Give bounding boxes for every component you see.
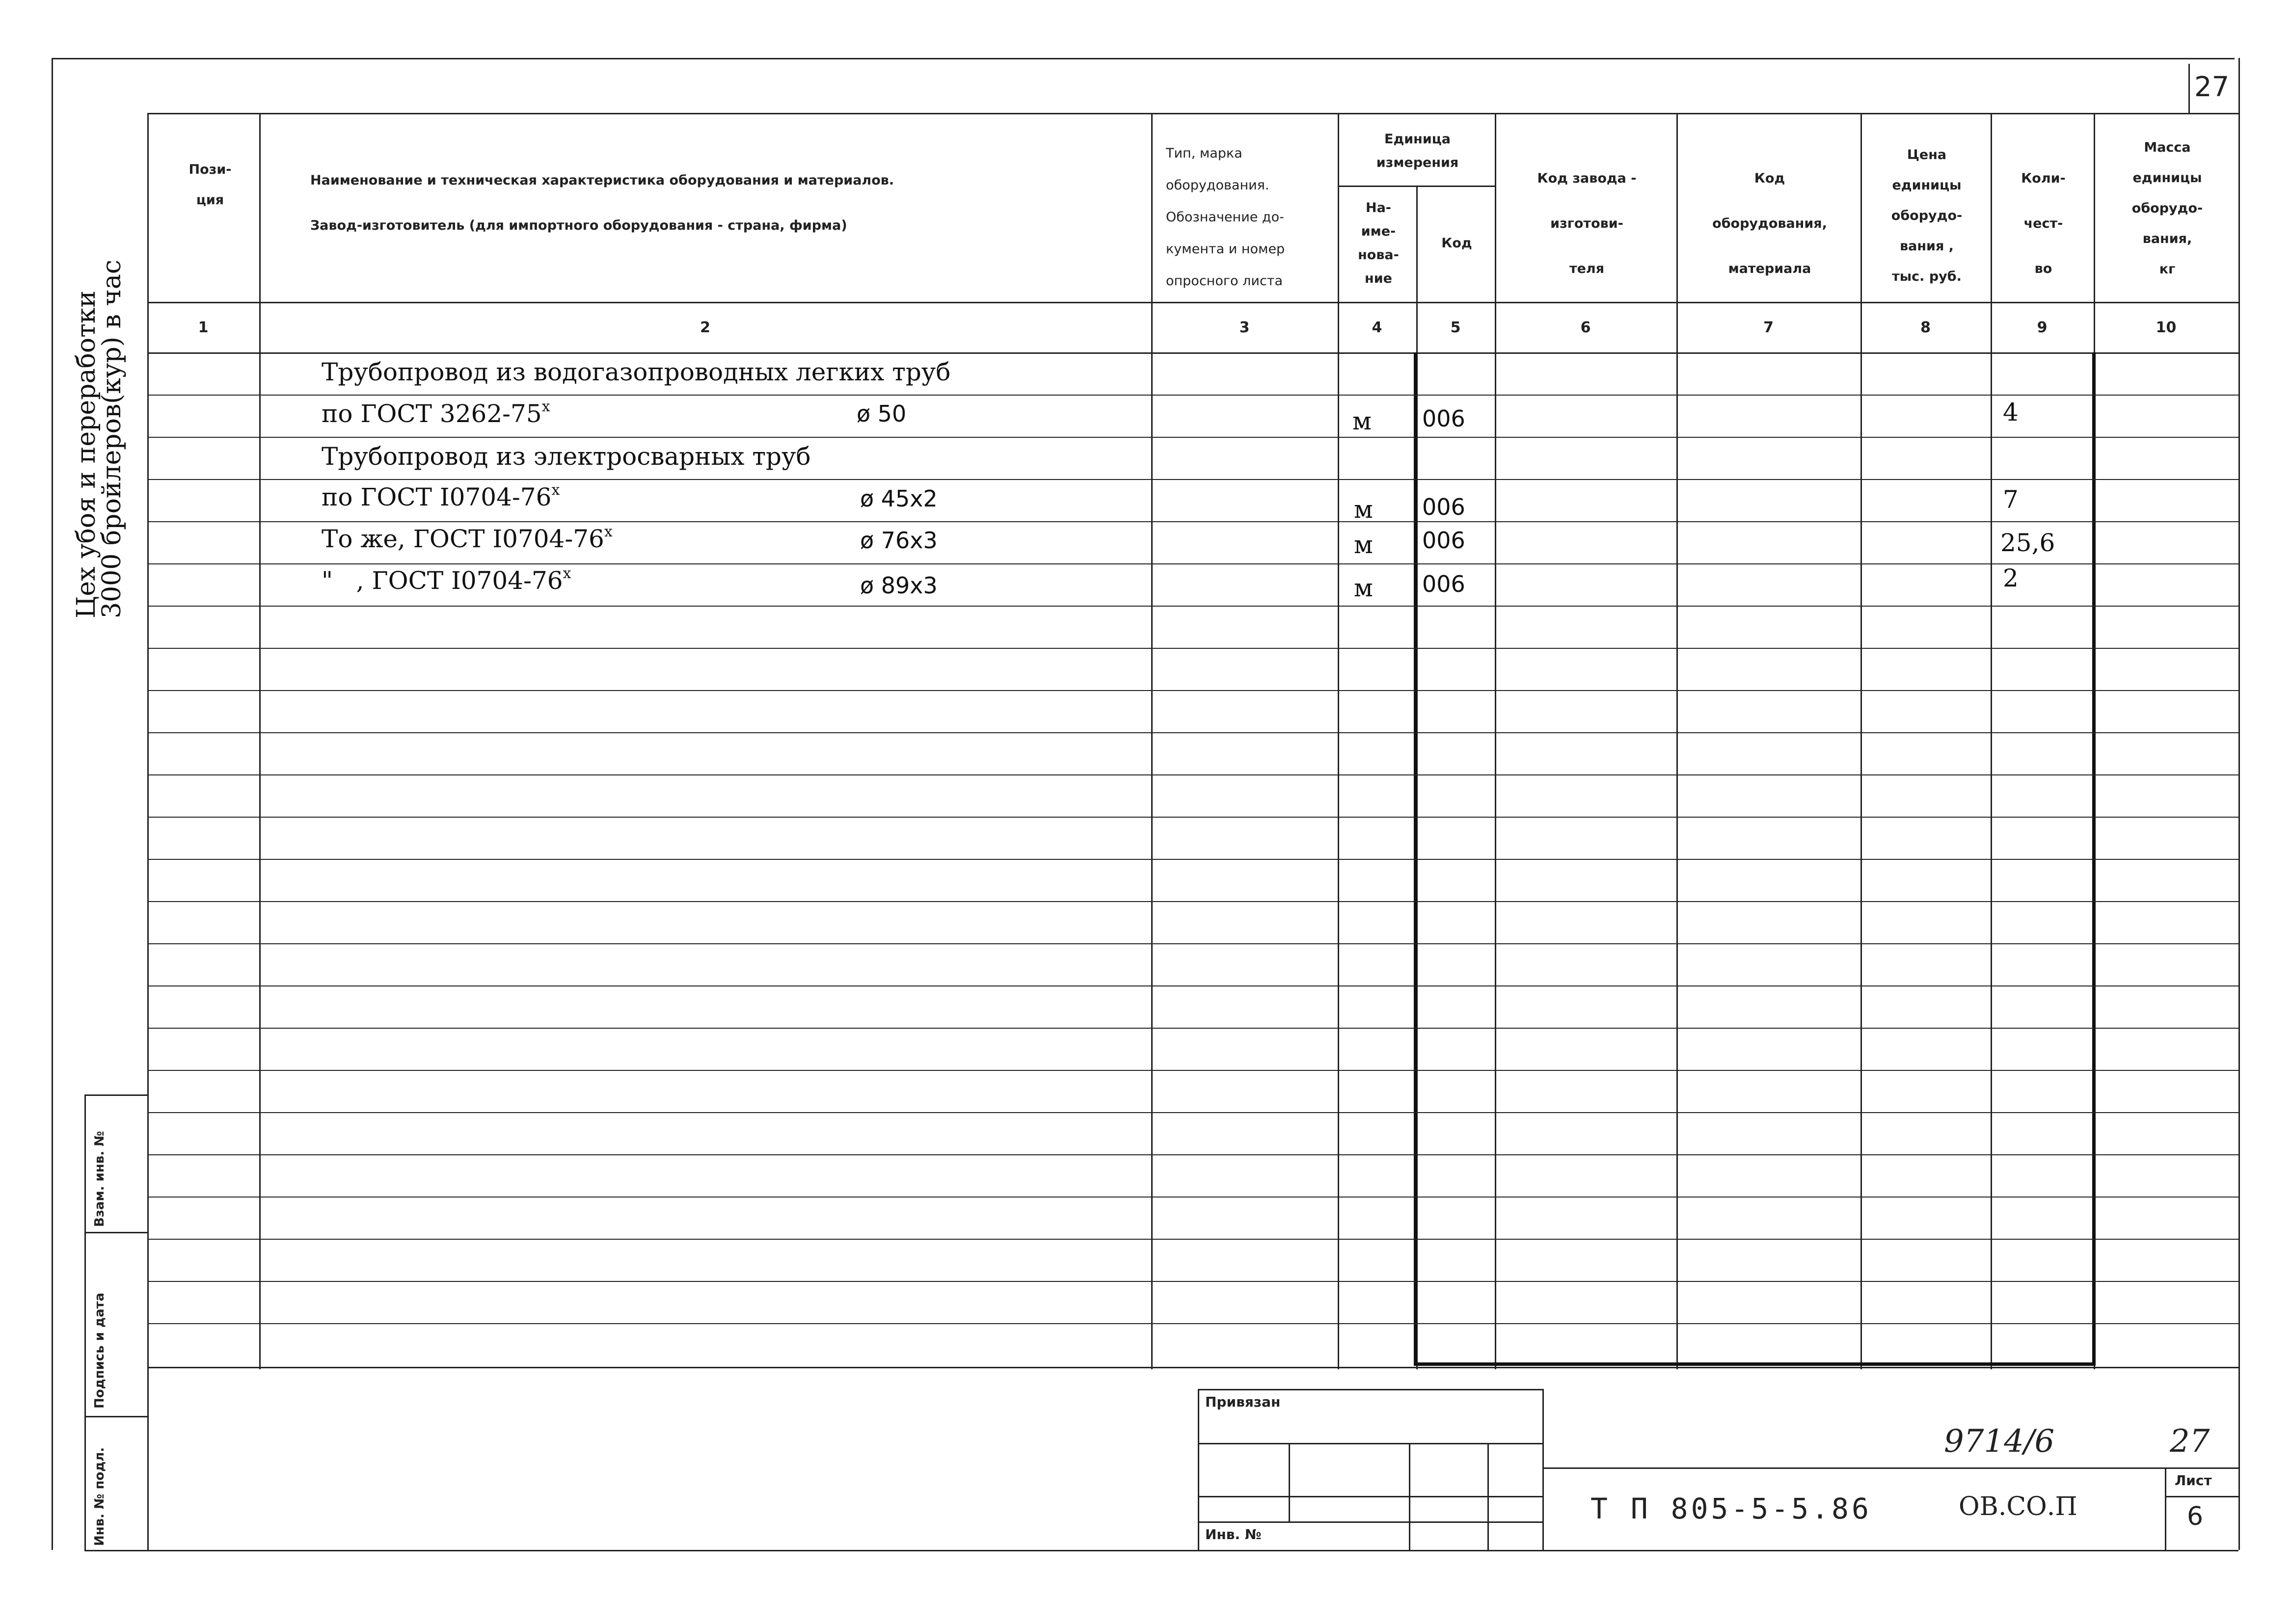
document-code: Т П 805-5-5.86	[1590, 1492, 1872, 1525]
list-label: Лист	[2175, 1472, 2212, 1489]
quantity: 2	[2003, 564, 2019, 592]
row-rule	[147, 817, 2238, 818]
unit-code: 006	[1422, 527, 1465, 554]
column-number: 5	[1450, 319, 1461, 336]
row-rule	[147, 943, 2238, 944]
header-col3: Тип, марка оборудования. Обозначение до- кумента и номер опросного листа	[1166, 146, 1285, 289]
unit-code: 006	[1422, 405, 1465, 432]
column-number: 3	[1239, 319, 1250, 336]
archive-page: 27	[2170, 1423, 2210, 1460]
quantity: 7	[2003, 485, 2019, 514]
header-col4: На- име- нова- ние	[1358, 200, 1399, 286]
header-col1: Пози- ция	[189, 162, 232, 208]
header-col10: Масса единицы оборудо- вания, кг	[2131, 140, 2203, 277]
row-rule	[147, 901, 2238, 902]
sheet-code: ОВ.СО.П	[1959, 1492, 2077, 1521]
row-rule	[147, 1028, 2238, 1029]
row-rule	[147, 774, 2238, 775]
unit-name: м	[1354, 531, 1373, 559]
header-col8: Цена единицы оборудо- вания , тыс. руб.	[1891, 147, 1963, 284]
column-number: 10	[2156, 319, 2177, 336]
column-number: 9	[2037, 319, 2048, 336]
item-name: Трубопровод из электросварных труб	[322, 442, 811, 471]
frame-right	[2238, 58, 2240, 1550]
header-unit-group: Единица измерения	[1376, 132, 1459, 170]
item-name: по ГОСТ $3262-75^х$	[322, 398, 550, 428]
item-name: Трубопровод из водогазопроводных легких труб	[322, 358, 951, 386]
stamp-privyazan: Привязан	[1205, 1394, 1281, 1410]
item-name: " , ГОСТ $I0704-76^х$	[322, 565, 571, 595]
stamp-inv-podl: Инв. № подл.	[92, 1447, 107, 1546]
row-rule	[147, 1239, 2238, 1240]
row-rule	[147, 563, 2238, 564]
stamp-inv-no: Инв. №	[1205, 1526, 1262, 1543]
unit-name: м	[1352, 407, 1372, 435]
row-rule	[147, 859, 2238, 860]
row-rule	[147, 985, 2238, 986]
quantity: 25,6	[2000, 529, 2055, 557]
column-number: 4	[1372, 319, 1382, 336]
item-dimension: ø 45х2	[860, 485, 938, 512]
row-rule	[147, 690, 2238, 691]
row-rule	[147, 1112, 2238, 1113]
row-rule	[147, 1323, 2238, 1324]
unit-name: м	[1354, 574, 1373, 602]
row-rule	[147, 1070, 2238, 1071]
header-col9: Коли- чест- во	[2021, 171, 2066, 276]
row-rule	[147, 521, 2238, 522]
column-number: 1	[198, 319, 209, 336]
unit-code: 006	[1422, 494, 1465, 520]
header-col5: Код	[1441, 236, 1472, 251]
item-dimension: ø 76х3	[860, 527, 938, 554]
row-rule	[147, 648, 2238, 649]
frame-top	[52, 58, 2235, 59]
item-dimension: ø 89х3	[860, 572, 938, 599]
corner-page-number: 27	[2194, 71, 2230, 103]
row-rule	[147, 1154, 2238, 1155]
row-rule	[147, 395, 2238, 396]
row-rule	[147, 606, 2238, 607]
unit-name: м	[1354, 495, 1373, 524]
stamp-podpis-data: Подпись и дата	[92, 1292, 107, 1409]
column-number: 7	[1763, 319, 1774, 336]
archive-number: 9714/6	[1944, 1423, 2055, 1460]
row-rule	[147, 437, 2238, 438]
stamp-vzam-inv: Взам. инв. №	[92, 1131, 107, 1227]
document-side-title: Цех убоя и переработки 3000 бройлеров(кур) в час	[72, 260, 127, 618]
header-col6: Код завода - изготови- теля	[1537, 171, 1637, 276]
frame-left	[52, 58, 53, 1550]
row-rule	[147, 732, 2238, 733]
header-col2: Наименование и техническая характеристика оборудования и материалов. Завод-изготовитель (для импортного оборудования - страна, фирма)	[310, 173, 894, 233]
column-number: 8	[1920, 319, 1931, 336]
header-col7: Код оборудования, материала	[1712, 171, 1827, 276]
row-rule	[147, 1197, 2238, 1198]
row-rule	[147, 1281, 2238, 1282]
item-name: по ГОСТ $I0704-76^х$	[322, 481, 560, 511]
item-dimension: ø 50	[857, 400, 907, 427]
column-number: 2	[700, 319, 710, 336]
unit-code: 006	[1422, 571, 1465, 597]
row-rule	[147, 479, 2238, 480]
column-number: 6	[1580, 319, 1591, 336]
item-name: То же, ГОСТ $I0704-76^х$	[322, 523, 613, 553]
list-number: 6	[2187, 1502, 2204, 1531]
quantity: 4	[2003, 398, 2019, 426]
